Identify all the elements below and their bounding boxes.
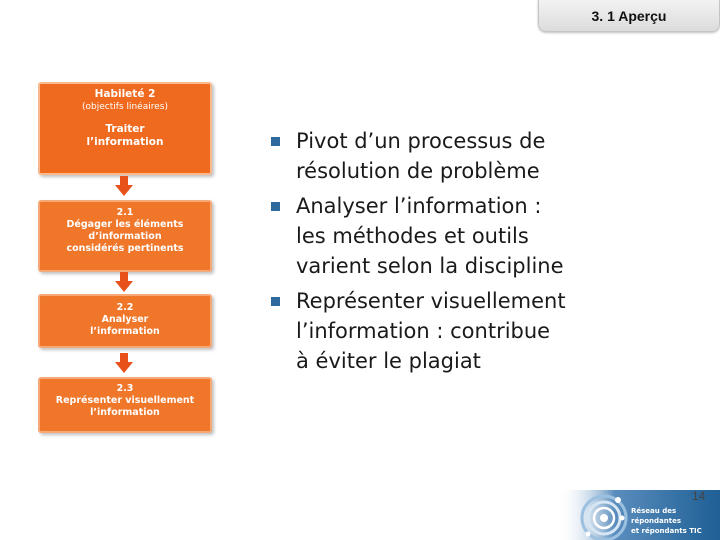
diagram-box-step-2-1	[38, 200, 212, 272]
step-text-line: Analyser	[101, 314, 149, 325]
step-text-line: Dégager les éléments	[66, 219, 184, 230]
main-box-title: Habileté 2	[94, 88, 156, 100]
bullet-text-line: l’information : contribue	[296, 319, 551, 343]
main-box-line2: l’information	[86, 136, 164, 148]
bullet-item	[268, 286, 598, 376]
step-number: 2.1	[116, 207, 134, 218]
bullet-text-line: varient selon la discipline	[296, 254, 564, 278]
step-number: 2.3	[116, 383, 134, 394]
diagram-box-step-2-3	[38, 377, 212, 433]
square-bullet-icon	[271, 297, 280, 306]
step-text-line: l’information	[90, 326, 160, 337]
logo-caption	[631, 506, 720, 536]
step-text-line: l’information	[90, 407, 160, 418]
step-text-line: considérés pertinents	[66, 243, 184, 254]
section-title: 3. 1 Aperçu	[591, 8, 667, 24]
section-title-tab	[538, 0, 720, 32]
main-box-subtitle: (objectifs linéaires)	[82, 102, 168, 112]
step-number: 2.2	[116, 302, 134, 313]
square-bullet-icon	[271, 202, 280, 211]
bullet-text-line: à éviter le plagiat	[296, 349, 481, 373]
step-text-line: d’information	[88, 231, 162, 242]
bullet-item	[268, 191, 598, 281]
down-arrow-icon	[115, 353, 133, 373]
diagram-box-step-2-2	[38, 294, 212, 348]
bullet-list	[268, 126, 598, 381]
logo-text-line: et répondants TIC	[631, 527, 702, 535]
bullet-text-line: Représenter visuellement	[296, 289, 566, 313]
main-box-line1: Traiter	[105, 123, 145, 135]
bullet-text-line: résolution de problème	[296, 159, 540, 183]
bullet-item	[268, 126, 598, 186]
bullet-text-line: les méthodes et outils	[296, 224, 529, 248]
logo-text-line: Réseau des répondantes	[631, 507, 681, 525]
bullet-text-line: Pivot d’un processus de	[296, 129, 546, 153]
page-number: 14	[692, 489, 706, 503]
down-arrow-icon	[115, 272, 133, 292]
down-arrow-icon	[115, 176, 133, 196]
diagram-box-main	[38, 82, 212, 175]
square-bullet-icon	[271, 137, 280, 146]
bullet-text-line: Analyser l’information :	[296, 194, 542, 218]
step-text-line: Représenter visuellement	[55, 395, 195, 406]
